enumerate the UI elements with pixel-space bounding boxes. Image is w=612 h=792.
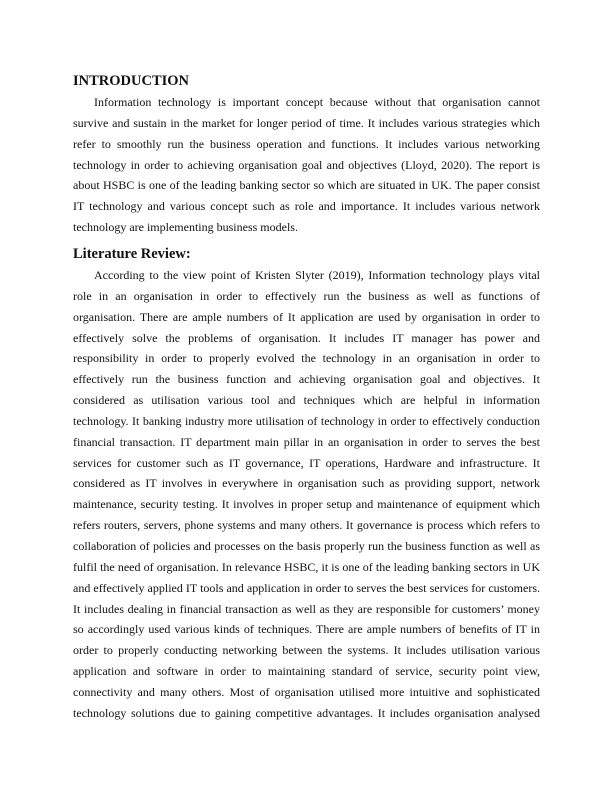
introduction-paragraph	[73, 92, 540, 238]
text-line: application and software in order to maintaining standard of service, security point view,	[73, 664, 540, 679]
text-line: It includes dealing in financial transaction as well as they are responsible for customers’ money	[73, 601, 540, 616]
text-line: technology in order to achieving organisation goal and objectives (Lloyd, 2020). The report is	[73, 157, 540, 172]
text-line: effectively solve the problems of organisation. It includes IT manager has power and	[73, 330, 540, 345]
text-line: refers routers, servers, phone systems and many others. It governance is process which refers to	[73, 518, 540, 533]
literature-review-heading: Literature Review:	[73, 246, 191, 262]
text-line: survive and sustain in the market for longer period of time. It includes various strategies which	[73, 115, 540, 130]
text-line: refer to smoothly run the business operation and functions. It includes various networking	[73, 136, 540, 151]
text-line: considered as IT involves in everywhere in organisation such as providing support, network	[73, 476, 540, 491]
text-line: order to properly conducting networking between the systems. It includes utilisation various	[73, 643, 540, 658]
introduction-heading: INTRODUCTION	[73, 73, 190, 89]
literature-review-paragraph	[73, 265, 540, 724]
text-line: collaboration of policies and processes on the basis properly run the business function as well as	[73, 538, 540, 553]
text-line: IT technology and various concept such as role and importance. It includes various network	[73, 199, 540, 214]
text-line: Information technology is important concept because without that organisation cannot	[94, 95, 540, 109]
text-line: so accordingly used various kinds of techniques. There are ample numbers of benefits of IT in	[73, 622, 540, 637]
text-line: considered as utilisation various tool and techniques which are helpful in information	[73, 393, 540, 408]
text-line: effectively run the business function and achieving organisation goal and objectives. It	[73, 372, 540, 387]
text-line: technology are implementing business models.	[73, 220, 298, 235]
text-line: organisation. There are ample numbers of It application are used by organisation in order to	[73, 309, 540, 324]
text-line: services for customer such as IT governance, IT operations, Hardware and infrastructure. It	[73, 455, 540, 470]
text-line: technology. It banking industry more utilisation of technology in order to effectively conduction	[73, 413, 540, 428]
text-line: maintenance, security testing. It involves in proper setup and maintenance of equipment which	[73, 497, 540, 512]
text-line: financial transaction. IT department main pillar in an organisation in order to serves the best	[73, 434, 540, 449]
text-line: about HSBC is one of the leading banking sector so which are situated in UK. The paper consist	[73, 178, 540, 193]
text-line: fulfil the need of organisation. In relevance HSBC, it is one of the leading banking sectors in UK	[73, 559, 540, 574]
text-line: responsibility in order to properly evolved the technology in an organisation in order to	[73, 351, 540, 366]
text-line: According to the view point of Kristen Slyter (2019), Information technology plays vital	[94, 268, 540, 282]
text-line: technology solutions due to gaining competitive advantages. It includes organisation analysed	[73, 705, 540, 720]
text-line: role in an organisation in order to effectively run the business as well as functions of	[73, 288, 540, 303]
text-line: and effectively applied IT tools and application in order to serves the best services for customers.	[73, 580, 540, 595]
text-line: connectivity and many others. Most of organisation utilised more intuitive and sophisticated	[73, 684, 540, 699]
